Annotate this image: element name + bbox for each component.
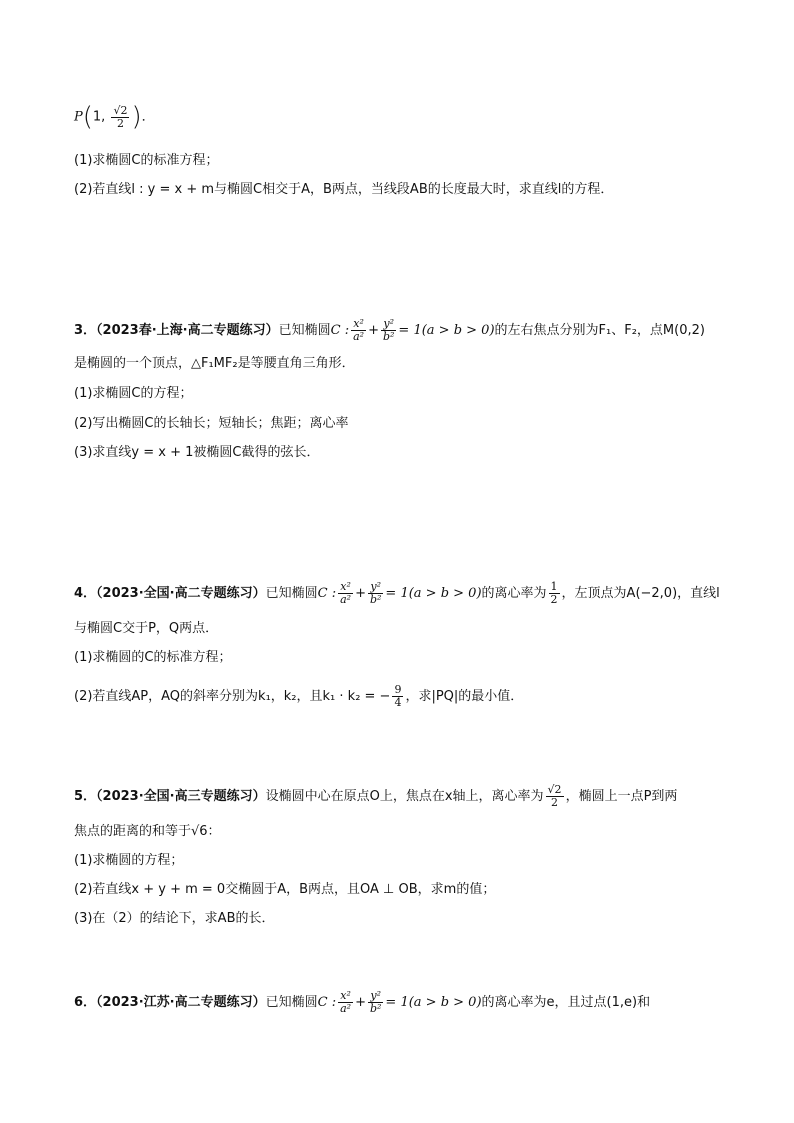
q3-stem-cont: 是椭圆的一个顶点，△F₁MF₂是等腰直角三角形．	[74, 356, 355, 371]
question-source: （2023·江苏·高二专题练习）	[96, 995, 266, 1010]
question-source: （2023春·上海·高二专题练习）	[96, 323, 279, 338]
q4-stem-cont: 与椭圆C交于P，Q两点．	[74, 621, 219, 636]
y-fraction: $\frac{\text{y²}}{\text{b²}}$	[369, 580, 382, 606]
question-source: （2023·全国·高三专题练习）	[96, 789, 266, 804]
point-label: P	[74, 109, 83, 125]
question-number: 6．	[74, 995, 97, 1010]
eccentricity-fraction: $\frac{1}{2}$	[550, 580, 558, 606]
q4-item-1: (1)求椭圆的C的标准方程；	[74, 650, 232, 665]
eccentricity-fraction: $\frac{√2}{2}$	[547, 783, 562, 809]
y-fraction: $\frac{\text{y²}}{\text{b²}}$	[382, 317, 395, 343]
q3-stem: 3．（2023春·上海·高二专题练习）已知椭圆C : $\frac{\text{x²}}{\text{a²}}$ + $\frac{\text{y²}}{\text{b²}}$ = 1(a > b > 0)的左右焦点分别为F₁、F₂，点M(0,2)	[74, 317, 705, 343]
question-number: 5．	[74, 789, 97, 804]
q5-item-1: (1)求椭圆的方程；	[74, 853, 184, 868]
q5-item-2: (2)若直线x + y + m = 0交椭圆于A，B两点，且OA ⊥ OB，求m的值；	[74, 882, 496, 897]
point-y-fraction: $\frac{√2}{2}$	[113, 103, 128, 130]
q3-item-3: (3)求直线y = x + 1被椭圆C截得的弦长．	[74, 445, 320, 460]
slope-product-fraction: $\frac{9}{4}$	[394, 683, 402, 709]
question-source: （2023·全国·高二专题练习）	[96, 586, 266, 601]
q5-stem: 5．（2023·全国·高三专题练习）设椭圆中心在原点O上，焦点在x轴上，离心率为 $\frac{√2}{2}$ ，椭圆上一点P到两	[74, 783, 678, 809]
q4-item-2: (2)若直线AP，AQ的斜率分别为k₁，k₂，且k₁ · k₂ = − $\frac{9}{4}$ ，求|PQ|的最小值．	[74, 683, 524, 709]
point-p: P(1, $\frac{√2}{2}$ )．	[74, 102, 155, 132]
q5-item-3: (3)在（2）的结论下，求AB的长．	[74, 911, 275, 926]
q5-stem-cont: 焦点的距离的和等于√6：	[74, 824, 221, 839]
question-number: 3．	[74, 323, 97, 338]
q3-item-1: (1)求椭圆C的方程；	[74, 386, 193, 401]
q2-item-1: (1)求椭圆C的标准方程；	[74, 153, 219, 168]
x-fraction: $\frac{\text{x²}}{\text{a²}}$	[340, 580, 352, 606]
x-fraction: $\frac{\text{x²}}{\text{a²}}$	[353, 317, 365, 343]
y-fraction: $\frac{\text{y²}}{\text{b²}}$	[369, 989, 382, 1015]
q3-item-2: (2)写出椭圆C的长轴长；短轴长；焦距；离心率	[74, 416, 349, 431]
x-fraction: $\frac{\text{x²}}{\text{a²}}$	[340, 989, 352, 1015]
question-number: 4．	[74, 586, 97, 601]
q2-item-2: (2)若直线l : y = x + m与椭圆C相交于A，B两点，当线段AB的长度最大时，求直线l的方程．	[74, 182, 614, 197]
point-x: 1,	[92, 109, 110, 125]
q4-stem: 4．（2023·全国·高二专题练习）已知椭圆C : $\frac{\text{x²}}{\text{a²}}$ + $\frac{\text{y²}}{\text{b²}}$ = 1(a > b > 0)的离心率为 $\frac{1}{2}$ ，左顶点为A(−2,0)，直线l	[74, 580, 720, 606]
q6-stem: 6．（2023·江苏·高二专题练习）已知椭圆C : $\frac{\text{x²}}{\text{a²}}$ + $\frac{\text{y²}}{\text{b²}}$ = 1(a > b > 0)的离心率为e，且过点(1,e)和	[74, 989, 651, 1015]
